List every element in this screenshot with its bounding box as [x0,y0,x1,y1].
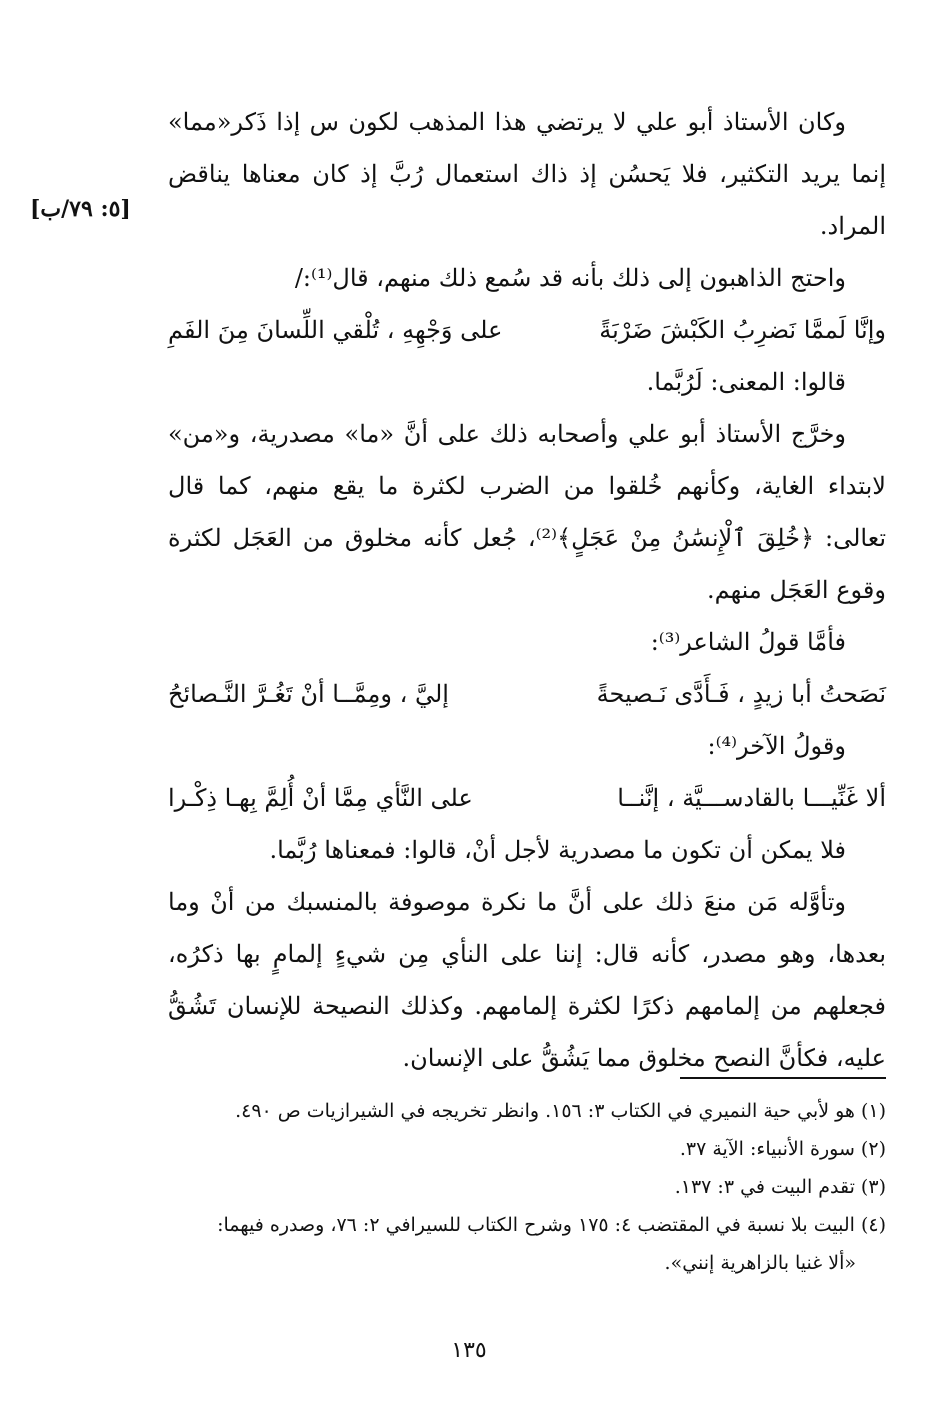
footnote-4-text: (٤) البيت بلا نسبة في المقتضب ٤: ١٧٥ وشرح الكتاب للسيرافي ٢: ٧٦، وصدره فيهما: [217,1214,886,1236]
footnote-4 [168,1206,886,1282]
paragraph-1: وكان الأستاذ أبو علي لا يرتضي هذا المذهب لكون س إذا ذَكر«مما» إنما يريد التكثير، فلا يَحسُن إذ ذاك استعمال رُبَّ إذ كان معناها يناقض المراد. [168,108,886,240]
paragraph-8: وتأوَّله مَن منعَ ذلك على أنَّ ما نكرة موصوفة بالمنسبك من أنْ وما بعدها، وهو مصدر، كأنه قال: إننا على النأي مِن شيءٍ إلمامٍ بها ذكرُه، فجعلهم من إلمامهم ذكرًا لكثرة إلمامهم. وكذلك النصيحة للإنسان تَشُقُّ عليه، فكأنَّ النصح مخلوق مما يَشُقُّ على الإنسان. [168,888,886,1072]
main-text [168,96,886,1084]
verse-1 [168,304,886,356]
verse-3 [168,772,886,824]
verse-3-first-hemistich: ألا غَنِّيـــا بالقادســـيَّة ، إنَّنــا [617,784,886,812]
verse-1-second-hemistich: على وَجْهِهِ ، تُلْقي اللِّسانَ مِنَ الفَمِ [168,316,503,344]
verse-1-first-hemistich: وإنَّا لَممَّا نَضرِبُ الكَبْشَ ضَرْبَةً [599,316,886,344]
footnote-1: (١) هو لأبي حية النميري في الكتاب ٣: ١٥٦. وانظر تخريجه في الشيرازيات ص ٤٩٠. [235,1100,886,1122]
verse-2-second-hemistich: إليَّ ، ومِمَّــا أنْ تَغُـرَّ النَّـصائحُ [168,680,449,708]
footnote-4-continuation: «ألا غنيا بالزاهرية إنني». [664,1252,856,1274]
paragraph-7: فلا يمكن أن تكون ما مصدرية لأجل أنْ، قالوا: فمعناها رُبَّما. [269,836,846,864]
paragraph-5: فأمَّا قولُ الشاعر⁽³⁾: [650,628,846,656]
page-number: ١٣٥ [451,1338,487,1363]
footnote-3: (٣) تقدم البيت في ٣: ١٣٧. [674,1176,886,1198]
verse-2 [168,668,886,720]
paragraph-6: وقولُ الآخر⁽⁴⁾: [707,732,846,760]
footnote-separator [680,1077,886,1079]
verse-3-second-hemistich: على النَّأي مِمَّا أنْ أُلِمَّ بِهـا ذِكْـرا [168,784,473,812]
manuscript-folio-reference: [٥: ٧٩/ب] [30,196,131,222]
paragraph-3: قالوا: المعنى: لَرُبَّما. [646,368,846,396]
verse-2-first-hemistich: نَصَحتُ أبا زيدٍ ، فَـأَدَّى نَـصيحةً [596,680,886,708]
paragraph-4: وخرَّج الأستاذ أبو علي وأصحابه ذلك على أنَّ «ما» مصدرية، و«من» لابتداء الغاية، وكأنهم خُلقوا من الضرب لكثرة ما يقع منهم، كما قال تعالى: ﴿خُلِقَ ٱلْإِنسَٰنُ مِنْ عَجَلٍ﴾⁽²⁾، جُعل كأنه مخلوق من العَجَل لكثرة وقوع العَجَل منهم. [168,420,887,604]
footnote-2: (٢) سورة الأنبياء: الآية ٣٧. [679,1138,886,1160]
footnotes [168,1092,886,1282]
paragraph-2: واحتج الذاهبون إلى ذلك بأنه قد سُمع ذلك منهم، قال⁽¹⁾:/ [294,264,846,292]
